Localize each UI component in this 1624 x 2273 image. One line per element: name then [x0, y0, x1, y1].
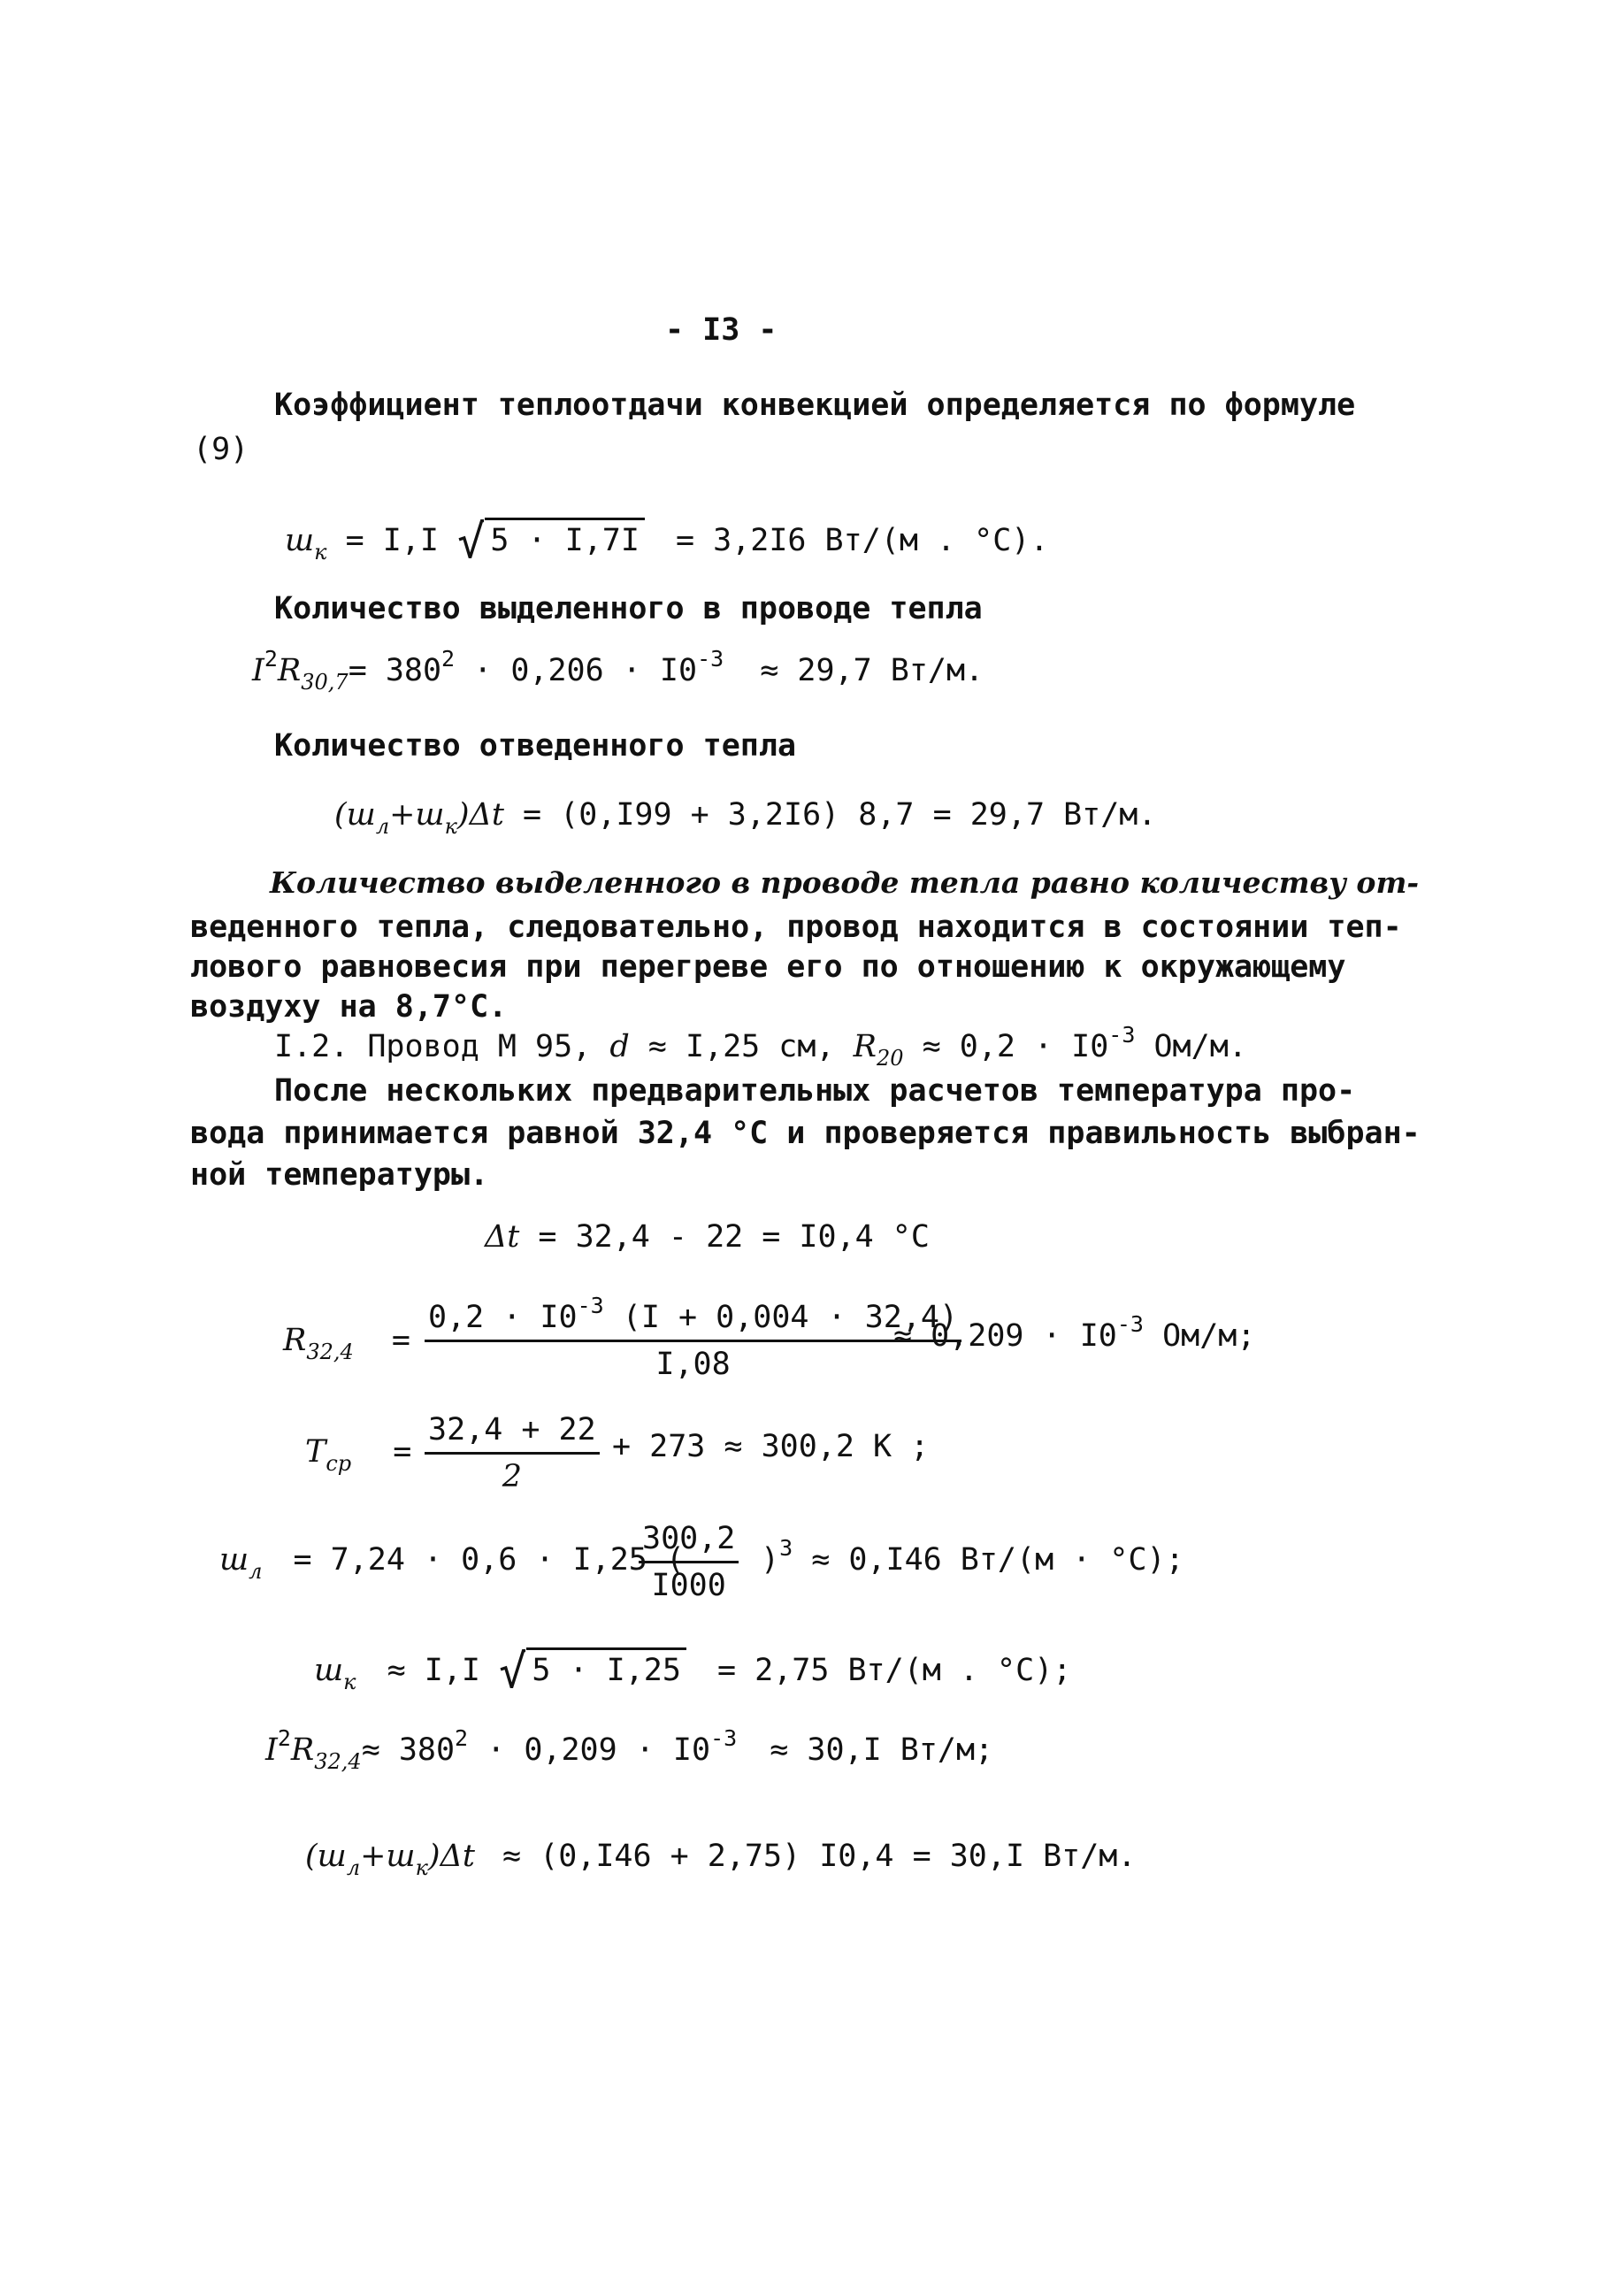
- symbol: R: [277, 653, 302, 688]
- formula-part: = 380: [348, 653, 442, 688]
- symbol: ш: [219, 1542, 249, 1578]
- denominator: I000: [651, 1568, 726, 1603]
- superscript: -3: [697, 646, 724, 672]
- subscript: 20: [876, 1046, 904, 1071]
- formula-result: ≈ 30,I Вт/м;: [770, 1732, 994, 1768]
- formula-part: )Δt: [456, 797, 504, 833]
- formula-part: =: [391, 1323, 410, 1358]
- formula-result: ≈ 29,7 Вт/м.: [760, 653, 984, 688]
- paragraph-line-italic: Количество выделенного в проводе тепла равно количеству от-: [270, 865, 1420, 900]
- subscript: 32,4: [306, 1340, 354, 1364]
- text-line: Количество отведенного тепла: [274, 728, 797, 764]
- symbol: R: [853, 1029, 877, 1064]
- paragraph-line: ной температуры.: [190, 1157, 489, 1193]
- subscript: к: [314, 540, 327, 564]
- formula-part: +ш: [360, 1839, 416, 1874]
- equation-heat-removed: [305, 1836, 1137, 1880]
- text-line: Коэффициент теплоотдачи конвекцией определяется по формуле: [274, 388, 1356, 423]
- paragraph-line: лового равновесия при перегреве его по отношению к окружающему: [190, 949, 1346, 985]
- superscript: -3: [1108, 1022, 1136, 1048]
- equation-radiation-result: [761, 1535, 1184, 1580]
- radicand: 5 · I,25: [526, 1647, 686, 1691]
- symbol: ш: [314, 1653, 344, 1688]
- formula-part: · 0,209 · I0: [486, 1732, 711, 1768]
- subscript: к: [444, 814, 457, 839]
- formula-part: = I,I: [345, 523, 439, 558]
- equation-resistance-result: [893, 1311, 1256, 1356]
- symbol: Δt: [485, 1219, 520, 1255]
- formula-part: ≈ 0,2 · I0: [922, 1029, 1109, 1064]
- text-line: (9): [193, 432, 249, 467]
- formula-part: = 32,4 - 22 = I0,4 °С: [538, 1219, 930, 1255]
- superscript: 3: [779, 1535, 793, 1561]
- formula-part: (ш: [305, 1839, 347, 1874]
- formula-result: = 3,2I6 Вт/(м . °С).: [675, 523, 1049, 558]
- formula-part: · 0,206 · I0: [473, 653, 698, 688]
- radicand: 5 · I,7I: [485, 518, 645, 561]
- formula-part: +ш: [389, 797, 445, 833]
- symbol: I: [265, 1732, 278, 1768]
- formula-part: )Δt: [427, 1839, 475, 1874]
- superscript: 2: [455, 1725, 469, 1751]
- subscript: 32,4: [314, 1749, 362, 1774]
- symbol: I: [252, 653, 264, 688]
- denominator: 2: [502, 1459, 522, 1494]
- subscript: л: [346, 1855, 361, 1880]
- formula-result: = (0,I99 + 3,2I6) 8,7 = 29,7 Вт/м.: [523, 797, 1157, 833]
- formula-part: ≈ I,I: [387, 1653, 480, 1688]
- superscript: 2: [277, 1725, 291, 1751]
- sqrt-icon: √: [457, 516, 486, 569]
- subscript: л: [375, 814, 390, 839]
- denominator: I,08: [655, 1347, 731, 1382]
- equation-convection-coefficient: [314, 1646, 1072, 1699]
- equation-delta-t: [485, 1217, 930, 1257]
- formula-part: ≈ I,25 см,: [647, 1029, 835, 1064]
- formula-part: ≈ 0,209 · I0: [893, 1318, 1117, 1354]
- superscript: 2: [441, 646, 456, 672]
- formula-result: = 2,75 Вт/(м . °С);: [716, 1653, 1072, 1688]
- symbol: R: [283, 1323, 307, 1358]
- subscript: к: [415, 1855, 428, 1880]
- formula-heat-generated: [252, 646, 984, 695]
- formula-convection-coefficient: [285, 516, 1049, 569]
- superscript: -3: [710, 1725, 738, 1751]
- formula-part: =: [393, 1434, 412, 1470]
- fraction-mean-temperature: [425, 1411, 600, 1495]
- fraction-resistance: [425, 1293, 961, 1383]
- equation-resistance-lhs: [283, 1320, 410, 1364]
- formula-part: (ш: [334, 797, 376, 833]
- symbol: ш: [285, 523, 315, 558]
- paragraph-line: вода принимается равной 32,4 °С и проверяется правильность выбран-: [190, 1116, 1421, 1151]
- superscript: 2: [264, 646, 278, 672]
- formula-heat-removed: [334, 795, 1157, 839]
- formula-part: ): [761, 1542, 780, 1578]
- subscript: 30,7: [301, 670, 349, 695]
- fraction-temperature-ratio: [639, 1520, 739, 1604]
- formula-part: Ом/м;: [1162, 1318, 1256, 1354]
- formula-part: = 7,24 · 0,6 · I,25 (: [293, 1542, 686, 1578]
- subscript: л: [249, 1559, 263, 1584]
- equation-radiation-coefficient: [219, 1540, 686, 1584]
- equation-temperature-lhs: [305, 1432, 412, 1476]
- numerator: 300,2: [639, 1520, 739, 1563]
- symbol: d: [609, 1029, 630, 1064]
- formula-part: I.2. Провод М 95,: [274, 1029, 592, 1064]
- paragraph-line: После нескольких предварительных расчетов температура про-: [274, 1073, 1356, 1109]
- equation-heat-generated: [265, 1725, 994, 1774]
- numerator: 32,4 + 22: [425, 1411, 600, 1455]
- formula-result: ≈ (0,I46 + 2,75) I0,4 = 30,I Вт/м.: [502, 1839, 1137, 1874]
- sqrt-icon: √: [499, 1646, 527, 1699]
- wire-spec-line: [274, 1022, 1247, 1071]
- subscript: ср: [326, 1451, 352, 1476]
- formula-part: ≈ 0,I46 Вт/(м · °С);: [811, 1542, 1184, 1578]
- superscript: -3: [1116, 1311, 1144, 1337]
- symbol: T: [305, 1434, 326, 1470]
- symbol: R: [290, 1732, 315, 1768]
- equation-temperature-result: + 273 ≈ 300,2 К ;: [612, 1429, 930, 1464]
- formula-part: Ом/м.: [1153, 1029, 1247, 1064]
- paragraph-line: веденного тепла, следовательно, провод находится в состоянии теп-: [190, 910, 1402, 945]
- page-number: - I3 -: [665, 312, 778, 348]
- subscript: к: [343, 1670, 356, 1694]
- paragraph-line: воздуху на 8,7°С.: [190, 989, 508, 1025]
- formula-part: ≈ 380: [361, 1732, 456, 1768]
- text-line: Количество выделенного в проводе тепла: [274, 591, 983, 626]
- numerator: $0,2 \cdot I0^{-3}$ (I + 0,004 · 32,4): [425, 1299, 961, 1342]
